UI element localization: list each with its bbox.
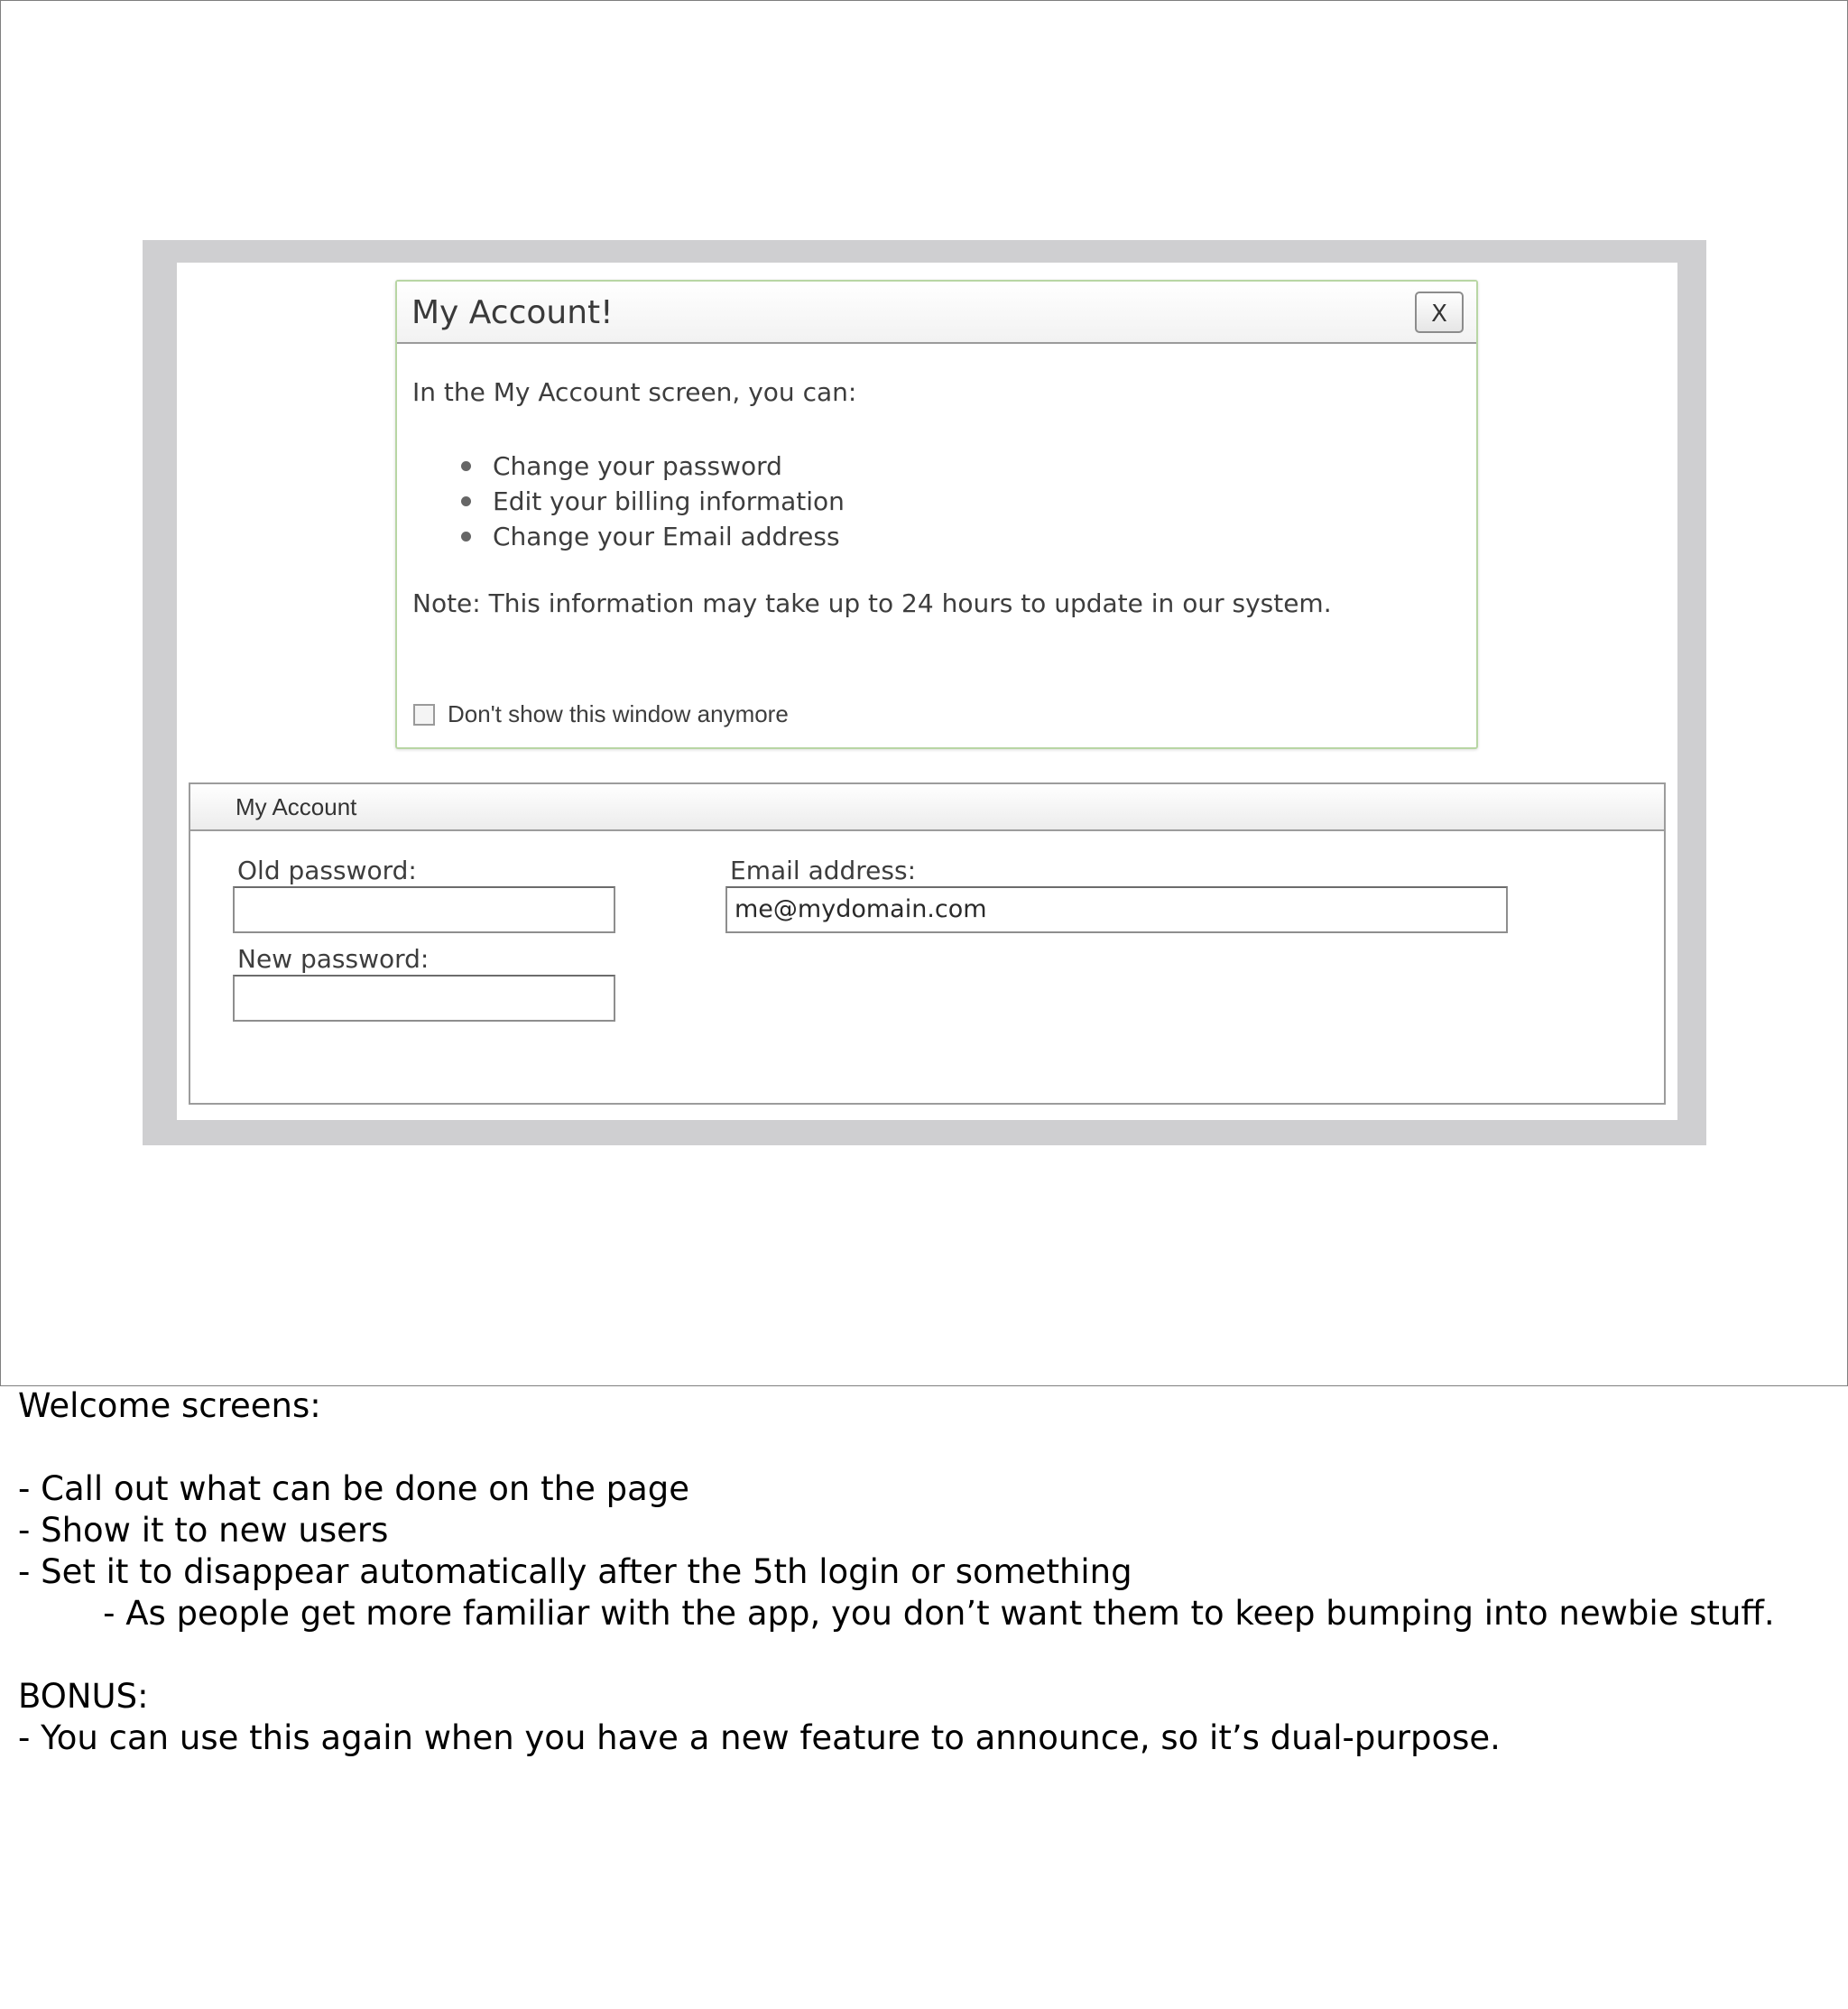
new-password-label: New password: — [237, 944, 430, 974]
old-password-input[interactable] — [233, 886, 615, 933]
list-item — [493, 519, 845, 554]
notes-spacer — [18, 1427, 1832, 1468]
list-item — [493, 484, 845, 519]
list-item-label: Change your Email address — [493, 522, 840, 551]
screenshot-frame — [143, 240, 1706, 1145]
speaker-notes — [18, 1385, 1832, 1759]
dont-show-checkbox[interactable] — [413, 704, 435, 726]
dont-show-label[interactable]: Don't show this window anymore — [448, 700, 789, 727]
bonus-heading: BONUS: — [18, 1677, 149, 1716]
app-page — [177, 263, 1677, 1120]
panel-header — [190, 784, 1664, 831]
email-input[interactable]: me@mydomain.com — [725, 886, 1508, 933]
dialog-intro: In the My Account screen, you can: — [412, 377, 857, 407]
list-item-label: Edit your billing information — [493, 486, 845, 516]
bullet-icon — [461, 496, 471, 506]
welcome-dialog — [395, 280, 1478, 749]
list-item — [493, 449, 845, 484]
notes-heading: Welcome screens: — [18, 1386, 321, 1425]
dont-show-option[interactable] — [413, 700, 789, 728]
notes-spacer — [18, 1634, 1832, 1676]
bonus-line: - You can use this again when you have a new feature to announce, so it’s dual-purpose. — [18, 1718, 1501, 1757]
new-password-input[interactable] — [233, 975, 615, 1022]
feature-list — [493, 449, 845, 554]
dialog-note: Note: This information may take up to 24 hours to update in our system. — [412, 588, 1332, 618]
bullet-icon — [461, 461, 471, 471]
my-account-panel — [189, 782, 1666, 1105]
dialog-title: My Account! — [411, 294, 614, 331]
notes-line: - Call out what can be done on the page — [18, 1469, 690, 1508]
notes-line: - As people get more familiar with the app, you don’t want them to keep bumping into newbie stuff. — [18, 1594, 1775, 1633]
dialog-header — [397, 282, 1476, 344]
panel-title: My Account — [236, 793, 357, 820]
notes-line: - Show it to new users — [18, 1511, 389, 1550]
close-button[interactable]: X — [1415, 292, 1464, 333]
list-item-label: Change your password — [493, 451, 782, 481]
bullet-icon — [461, 532, 471, 542]
email-label: Email address: — [730, 856, 917, 885]
old-password-label: Old password: — [237, 856, 417, 885]
notes-line: - Set it to disappear automatically after the 5th login or something — [18, 1552, 1132, 1591]
